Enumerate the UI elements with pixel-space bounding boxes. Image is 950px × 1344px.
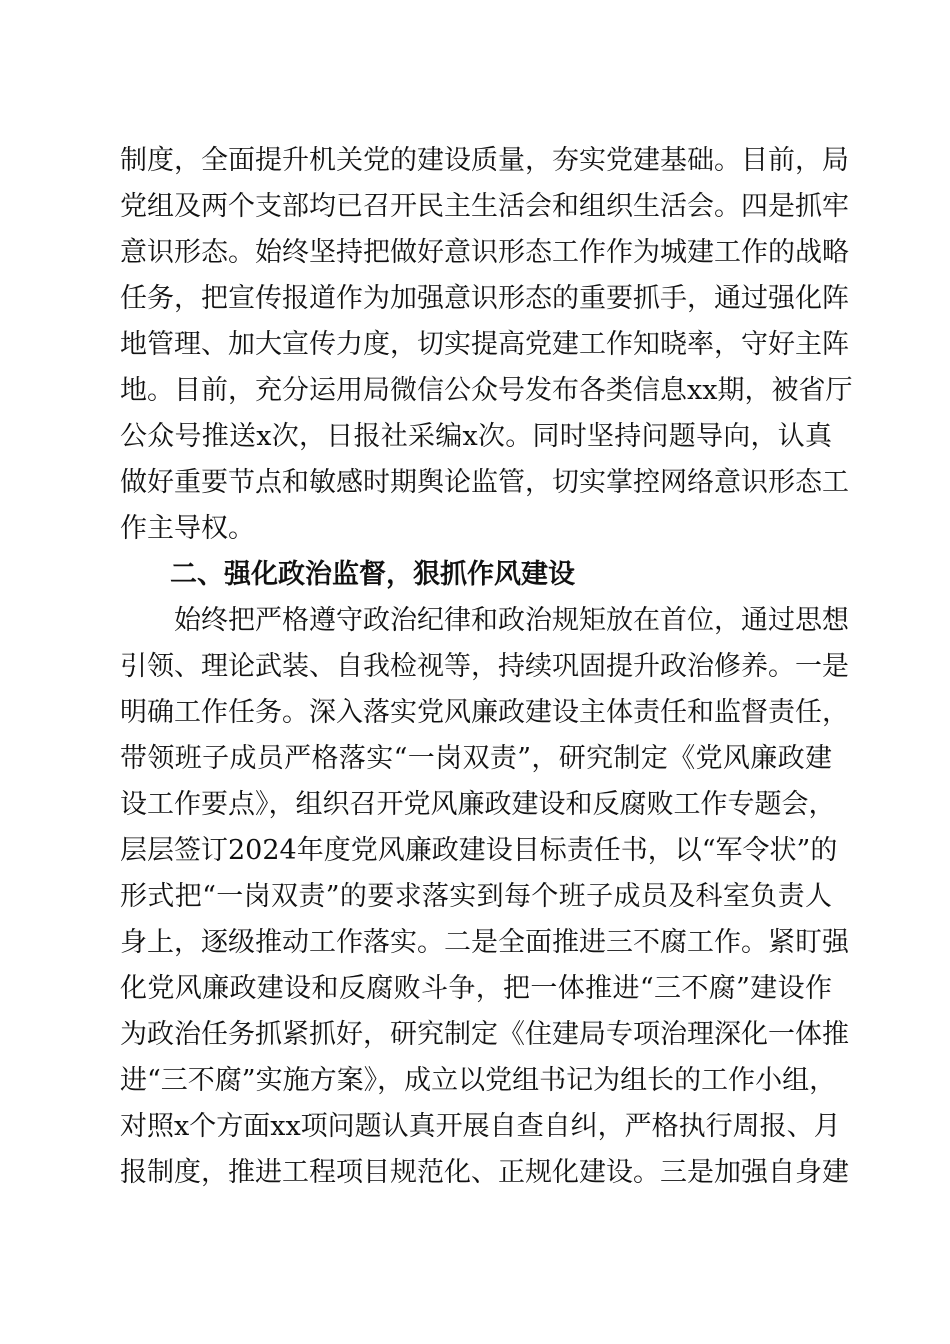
paragraph-line: 公众号推送x次，日报社采编x次。同时坚持问题导向，认真	[120, 421, 832, 452]
paragraph-line: 制度，全面提升机关党的建设质量，夯实党建基础。目前，局	[120, 145, 849, 176]
paragraph-line: 进“三不腐”实施方案》，成立以党组书记为组长的工作小组，	[120, 1065, 837, 1096]
paragraph-line: 明确工作任务。深入落实党风廉政建设主体责任和监督责任，	[120, 697, 849, 728]
paragraph-line: 任务，把宣传报道作为加强意识形态的重要抓手，通过强化阵	[120, 283, 849, 314]
paragraph-line: 形式把“一岗双责”的要求落实到每个班子成员及科室负责人	[120, 881, 832, 912]
paragraph-line: 带领班子成员严格落实“一岗双责”，研究制定《党风廉政建	[120, 743, 832, 774]
paragraph-line: 地。目前，充分运用局微信公众号发布各类信息xx期，被省厅	[120, 375, 853, 406]
paragraph-line: 为政治任务抓紧抓好，研究制定《住建局专项治理深化一体推	[120, 1019, 849, 1050]
section-heading: 二、强化政治监督，狠抓作风建设	[170, 559, 575, 590]
paragraph-line: 地管理、加大宣传力度，切实提高党建工作知晓率，守好主阵	[120, 329, 849, 360]
paragraph-line: 设工作要点》，组织召开党风廉政建设和反腐败工作专题会，	[120, 789, 836, 820]
paragraph-line: 始终把严格遵守政治纪律和政治规矩放在首位，通过思想	[174, 605, 849, 636]
paragraph-line: 对照x个方面xx项问题认真开展自查自纠，严格执行周报、月	[120, 1111, 841, 1142]
paragraph-line: 党组及两个支部均已召开民主生活会和组织生活会。四是抓牢	[120, 191, 849, 222]
paragraph-line: 层层签订2024年度党风廉政建设目标责任书，以“军令状”的	[120, 835, 838, 866]
paragraph-line: 做好重要节点和敏感时期舆论监管，切实掌控网络意识形态工	[120, 467, 849, 498]
paragraph-line: 作主导权。	[120, 513, 255, 544]
paragraph-line: 意识形态。始终坚持把做好意识形态工作作为城建工作的战略	[120, 237, 849, 268]
paragraph-line: 化党风廉政建设和反腐败斗争，把一体推进“三不腐”建设作	[120, 973, 832, 1004]
paragraph-line: 报制度，推进工程项目规范化、正规化建设。三是加强自身建	[120, 1157, 849, 1188]
paragraph-line: 身上，逐级推动工作落实。二是全面推进三不腐工作。紧盯强	[120, 927, 849, 958]
paragraph-line: 引领、理论武装、自我检视等，持续巩固提升政治修养。一是	[120, 651, 849, 682]
